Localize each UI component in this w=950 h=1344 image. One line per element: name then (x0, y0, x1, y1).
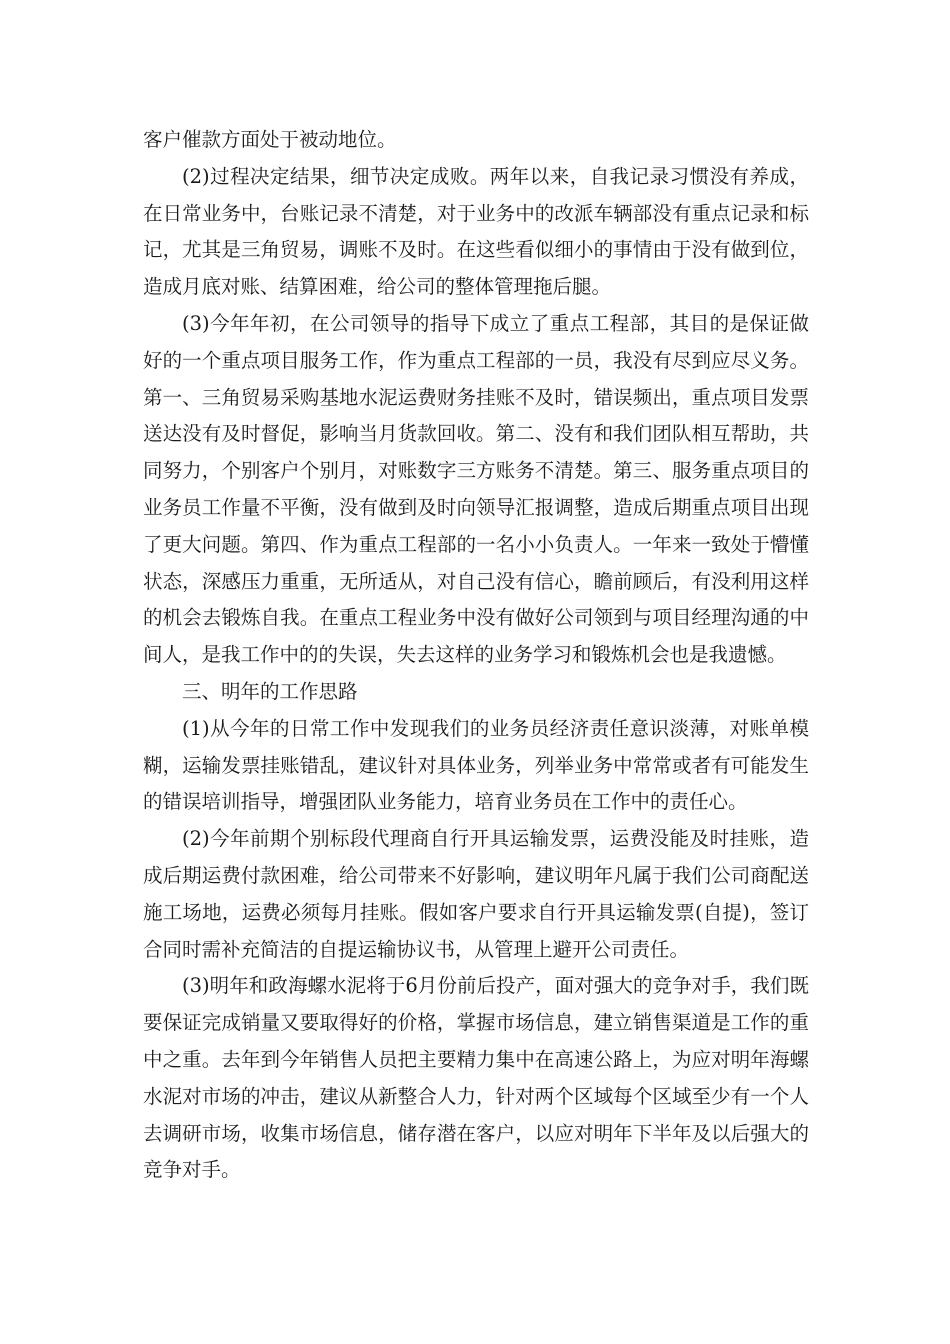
paragraph-key-project-dept: (3)今年年初，在公司领导的指导下成立了重点工程部，其目的是保证做好的一个重点项目服务工作，作为重点工程部的一员，我没有尽到应尽义务。第一、三角贸易采购基地水泥运费财务挂账不及时，错误频出，重点项目发票送达没有及时督促，影响当月货款回收。第二、没有和我们团队相互帮助，共同努力，个别客户个别月，对账数字三方账务不清楚。第三、服务重点项目的业务员工作量不平衡，没有做到及时向领导汇报调整，造成后期重点项目出现了更大问题。第四、作为重点工程部的一名小小负责人。一年来一致处于懵懂状态，深感压力重重，无所适从，对自己没有信心，瞻前顾后，有没利用这样的机会去锻炼自我。在重点工程业务中没有做好公司领到与项目经理沟通的中间人，是我工作中的的失误，失去这样的业务学习和锻炼机会也是我遗憾。 (143, 311, 809, 667)
paragraph-plan-3: (3)明年和政海螺水泥将于6月份前后投产，面对强大的竞争对手，我们既要保证完成销量又要取得好的价格，掌握市场信息，建立销售渠道是工作的重中之重。去年到今年销售人员把主要精力集中在高速公路上，为应对明年海螺水泥对市场的冲击，建议从新整合人力，针对两个区域每个区域至少有一个人去调研市场，收集市场信息，储存潜在客户，以应对明年下半年及以后强大的竞争对手。 (143, 974, 809, 1182)
paragraph-process-detail: (2)过程决定结果，细节决定成败。两年以来，自我记录习惯没有养成，在日常业务中，台账记录不清楚，对于业务中的改派车辆部没有重点记录和标记，尤其是三角贸易，调账不及时。在这些看似细小的事情由于没有做到位，造成月底对账、结算困难，给公司的整体管理拖后腿。 (143, 164, 809, 299)
section-heading-next-year-plan: 三、明年的工作思路 (182, 679, 358, 703)
paragraph-plan-2: (2)今年前期个别标段代理商自行开具运输发票，运费没能及时挂账，造成后期运费付款困难，给公司带来不好影响，建议明年凡属于我们公司商配送施工场地，运费必须每月挂账。假如客户要求自行开具运输发票(自提)，签订合同时需补充简洁的自提运输协议书，从管理上避开公司责任。 (143, 827, 809, 961)
paragraph-continuation: 客户催款方面处于被动地位。 (143, 128, 397, 151)
paragraph-plan-1: (1)从今年的日常工作中发现我们的业务员经济责任意识淡薄，对账单模糊，运输发票挂账错乱，建议针对具体业务，列举业务中常常或者有可能发生的错误培训指导，增强团队业务能力，培育业务员在工作中的责任心。 (143, 716, 809, 814)
document-body (143, 122, 809, 1189)
